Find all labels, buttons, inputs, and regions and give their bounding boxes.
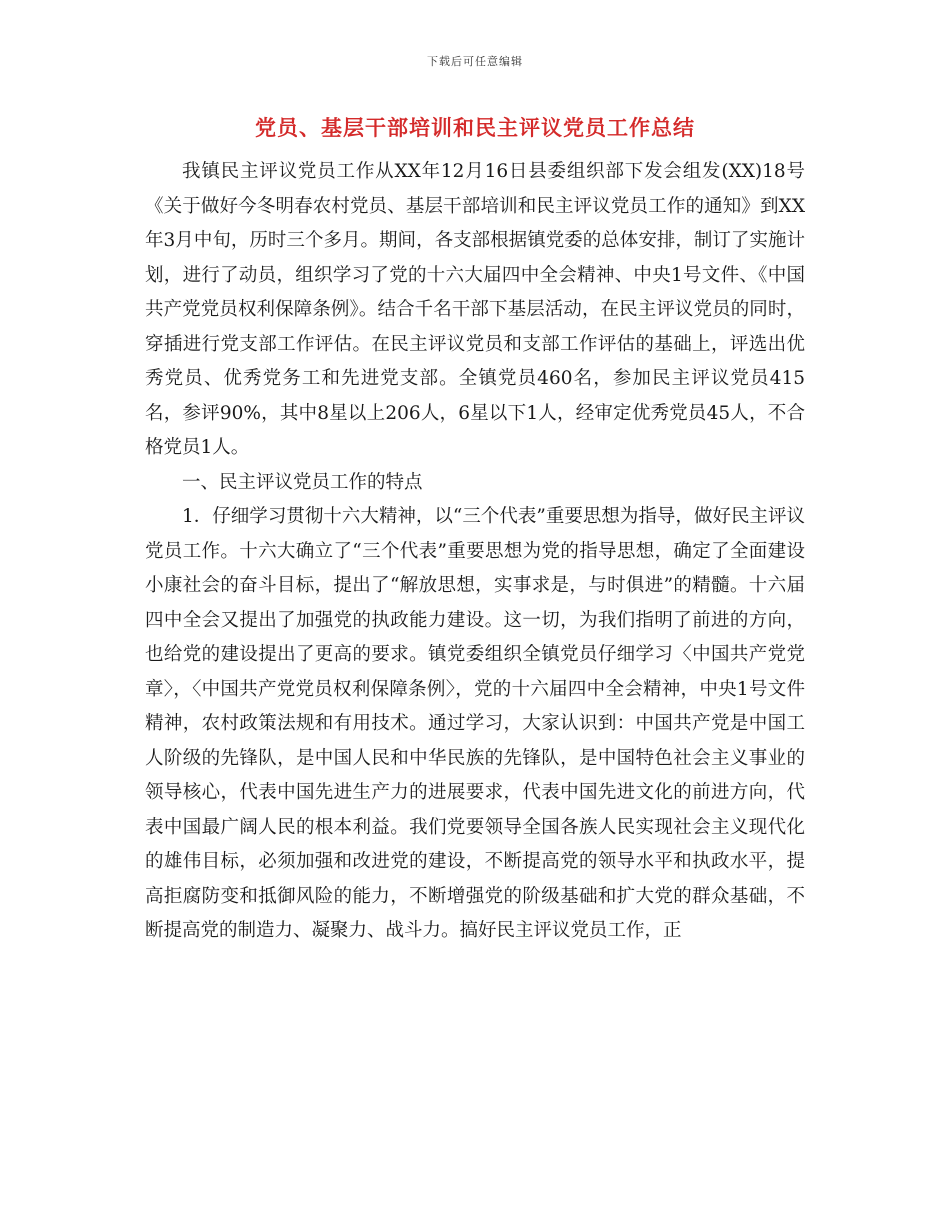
paragraph-point-1: 1．仔细学习贯彻十六大精神，以“三个代表”重要思想为指导，做好民主评议党员工作。十六大确立了“三个代表”重要思想为党的指导思想，确定了全面建设小康社会的奋斗目标，提出了“解放思想，实事求是，与时俱进”的精髓。十六届四中全会又提出了加强党的执政能力建设。这一切，为我们指明了前进的方向，也给党的建设提出了更高的要求。镇党委组织全镇党员仔细学习〈中国共产党党章〉，〈中国共产党党员权利保障条例〉，党的十六届四中全会精神，中央1号文件精神，农村政策法规和有用技术。通过学习，大家认识到：中国共产党是中国工人阶级的先锋队，是中国人民和中华民族的先锋队，是中国特色社会主义事业的领导核心，代表中国先进生产力的进展要求，代表中国先进文化的前进方向，代表中国最广阔人民的根本利益。我们党要领导全国各族人民实现社会主义现代化的雄伟目标，必须加强和改进党的建设，不断提高党的领导水平和执政水平，提高拒腐防变和抵御风险的能力，不断增强党的阶级基础和扩大党的群众基础，不断提高党的制造力、凝聚力、战斗力。搞好民主评议党员工作，正 [145,506,805,941]
document-title: 党员、基层干部培训和民主评议党员工作总结 [255,115,695,140]
section-heading: 一、民主评议党员工作的特点 [182,471,423,493]
paragraph-intro: 我镇民主评议党员工作从XX年12月16日县委组织部下发会组发(XX)18号《关于做好今冬明春农村党员、基层干部培训和民主评议党员工作的通知》到XX年3月中旬，历时三个多月。期间，各支部根据镇党委的总体安排，制订了实施计划，进行了动员，组织学习了党的十六大届四中全会精神、中央1号文件、《中国共产党党员权利保障条例》。结合千名干部下基层活动，在民主评议党员的同时，穿插进行党支部工作评估。在民主评议党员和支部工作评估的基础上，评选出优秀党员、优秀党务工和先进党支部。全镇党员460名，参加民主评议党员415名，参评90%，其中8星以上206人，6星以下1人，经审定优秀党员45人，不合格党员1人。 [145,161,805,458]
header-note: 下载后可任意编辑 [427,55,523,68]
document-body [145,155,805,949]
